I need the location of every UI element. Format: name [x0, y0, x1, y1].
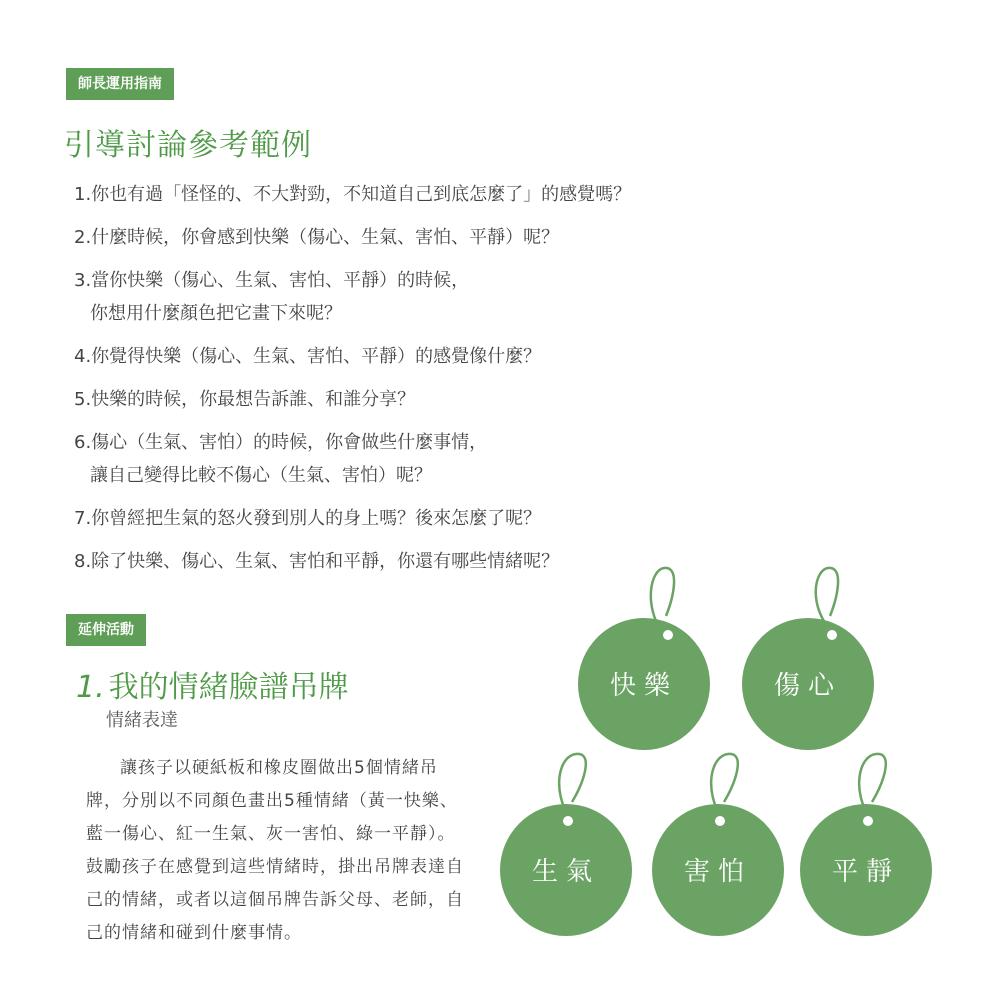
question-item: 2.什麼時候，你會感到快樂（傷心、生氣、害怕、平靜）呢？ [74, 227, 560, 248]
tag-label: 害怕 [683, 857, 752, 887]
activity-description: 讓孩子以硬紙板和橡皮圈做出5個情緒吊牌，分別以不同顏色畫出5種情緒（黃一快樂、藍一傷心、紅一生氣、灰一害怕、綠一平靜）。鼓勵孩子在感覺到這些情緒時，掛出吊牌表達自己的情緒，或者以這個吊牌告訴父母、老師，自己的情緒和碰到什麼事情。 [86, 758, 464, 943]
tag-label: 快樂 [609, 671, 678, 701]
emotion-tag-calm [796, 752, 936, 952]
activity-number: 1. [76, 670, 105, 705]
question-list [74, 178, 631, 588]
guide-badge: 師長運用指南 [66, 68, 174, 100]
tag-label: 生氣 [531, 857, 600, 887]
activity-title-text: 我的情緒臉譜吊牌 [108, 670, 349, 705]
question-item: 3.當你快樂（傷心、生氣、害怕、平靜）的時候， 你想用什麼顏色把它畫下來呢？ [74, 270, 470, 324]
guide-title: 引導討論參考範例 [64, 128, 312, 163]
activity-title [76, 662, 349, 706]
question-item: 1.你也有過「怪怪的、不大對勁，不知道自己到底怎麼了」的感覺嗎？ [74, 184, 632, 205]
question-item: 5.快樂的時候，你最想告訴誰、和誰分享？ [74, 389, 416, 410]
emotion-tag-happy [574, 566, 714, 766]
question-item: 4.你覺得快樂（傷心、生氣、害怕、平靜）的感覺像什麼？ [74, 346, 542, 367]
emotion-tag-fear [648, 752, 788, 952]
tag-label: 傷心 [773, 671, 842, 701]
question-item: 6.傷心（生氣、害怕）的時候，你會做些什麼事情， 讓自己變得比較不傷心（生氣、害怕）呢？ [74, 432, 488, 486]
question-item: 7.你曾經把生氣的怒火發到別人的身上嗎？後來怎麼了呢？ [74, 508, 542, 529]
emotion-tag-sad [738, 566, 878, 766]
activity-badge: 延伸活動 [66, 614, 146, 646]
tag-label: 平靜 [831, 857, 900, 887]
activity-subtitle: 情緒表達 [106, 710, 178, 731]
question-item: 8.除了快樂、傷心、生氣、害怕和平靜，你還有哪些情緒呢？ [74, 551, 560, 572]
emotion-tag-angry [496, 752, 636, 952]
